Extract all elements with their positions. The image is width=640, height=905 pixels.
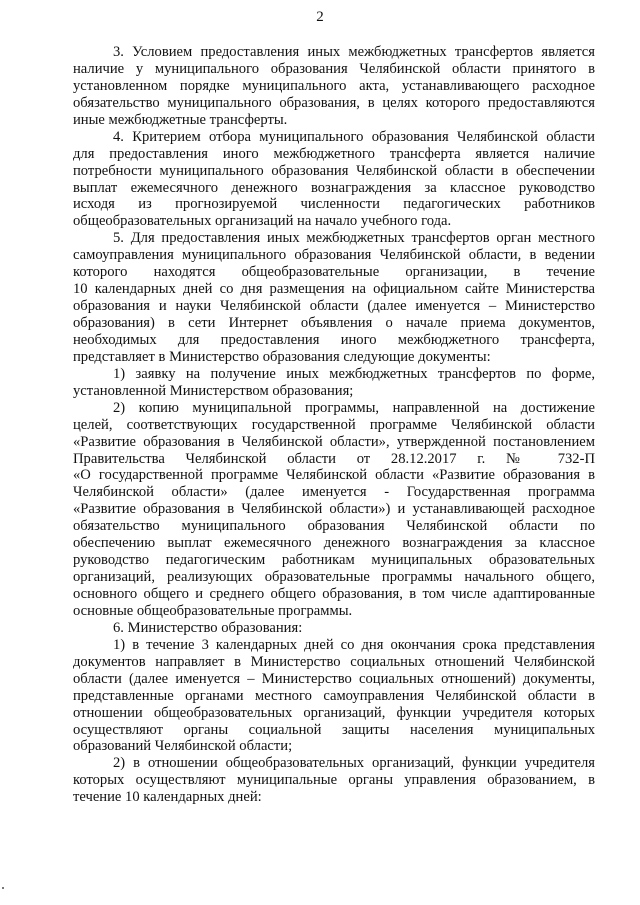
text-line: «О государственной программе Челябинской области «Развитие образования в (73, 467, 595, 484)
text-line: 10 календарных дней со дня размещения на официальном сайте Министерства (73, 281, 595, 298)
text-line: основные общеобразовательные программы. (73, 602, 353, 619)
text-line: руководство педагогическим работникам муниципальных образовательных (73, 552, 595, 569)
text-line: обязательство муниципального образования Челябинской области по (73, 518, 595, 535)
text-line: для предоставления иного межбюджетного трансферта является наличие (73, 145, 595, 162)
text-line: целей, соответствующих государственной программе Челябинской области (73, 416, 595, 433)
text-line: иные межбюджетные трансферты. (73, 111, 288, 128)
page-number: 2 (316, 9, 324, 25)
text-line: Правительства Челябинской области от 28.12.2017 г. № 732-П (73, 450, 595, 467)
text-line: «Развитие образования в Челябинской области») и устанавливающей расходное (73, 501, 595, 518)
text-line: образования и науки Челябинской области (далее именуется – Министерство (73, 298, 595, 315)
text-line: 6. Министерство образования: (113, 619, 303, 636)
text-line: Челябинской области» (далее именуется - Государственная программа (73, 484, 595, 501)
text-line: документов направляет в Министерство социальных отношений Челябинской (73, 653, 595, 670)
text-line: потребности муниципального образования Челябинской области в обеспечении (73, 162, 595, 179)
text-line: 1) заявку на получение иных межбюджетных трансфертов по форме, (113, 365, 595, 382)
text-line: образования) в сети Интернет объявления о начале приема документов, (73, 315, 595, 331)
text-line: выплат ежемесячного денежного вознаграждения за классное руководство (73, 179, 595, 196)
text-line: установленной Министерством образования; (73, 382, 354, 399)
text-line: обязательство муниципального образования, в целях которого предоставляются (73, 94, 595, 111)
text-line: образований Челябинской области; (73, 738, 293, 755)
text-line: исходя из прогнозируемой численности педагогических работников (73, 196, 595, 213)
text-line: 3. Условием предоставления иных межбюджетных трансфертов является (113, 44, 595, 60)
text-line: 4. Критерием отбора муниципального образования Челябинской области (113, 128, 595, 145)
text-line: организаций, реализующих образовательные программы начального общего, (73, 569, 595, 586)
text-line: установленном порядке муниципального акта, устанавливающего расходное (73, 77, 595, 94)
text-line: необходимых для предоставления иного межбюджетного трансферта, (73, 331, 595, 348)
text-line: которого находятся общеобразовательные организации, в течение (73, 264, 595, 281)
text-line: 5. Для предоставления иных межбюджетных трансфертов орган местного (113, 230, 595, 247)
text-line: наличие у муниципального образования Челябинской области принятого в (73, 60, 595, 77)
text-line: 1) в течение 3 календарных дней со дня окончания срока представления (113, 636, 595, 653)
text-line: представляет в Министерство образования следующие документы: (73, 348, 491, 365)
text-line: представленные органами местного самоуправления Челябинской области в (73, 687, 595, 704)
text-line: основного общего и среднего общего образования, в том числе адаптированные (73, 586, 595, 602)
text-line: отношении общеобразовательных организаций, функции учредителя которых (73, 704, 595, 721)
text-line: самоуправления муниципального образования Челябинской области, в ведении (73, 247, 595, 264)
document-body (73, 44, 595, 806)
text-line: области (далее именуется – Министерство социальных отношений) документы, (73, 670, 595, 687)
text-line: «Развитие образования в Челябинской области», утвержденной постановлением (73, 433, 595, 450)
text-line: которых осуществляют муниципальные органы управления образованием, в (73, 772, 595, 789)
text-line: осуществляют органы социальной защиты населения муниципальных (73, 721, 595, 738)
text-line: обеспечению выплат ежемесячного денежного вознаграждения за классное (73, 535, 595, 552)
scan-mark (2, 887, 4, 889)
text-line: общеобразовательных организаций на начало учебного года. (73, 213, 452, 230)
text-line: 2) в отношении общеобразовательных организаций, функции учредителя (113, 755, 595, 772)
text-line: 2) копию муниципальной программы, направленной на достижение (113, 399, 595, 416)
text-line: течение 10 календарных дней: (73, 789, 262, 806)
